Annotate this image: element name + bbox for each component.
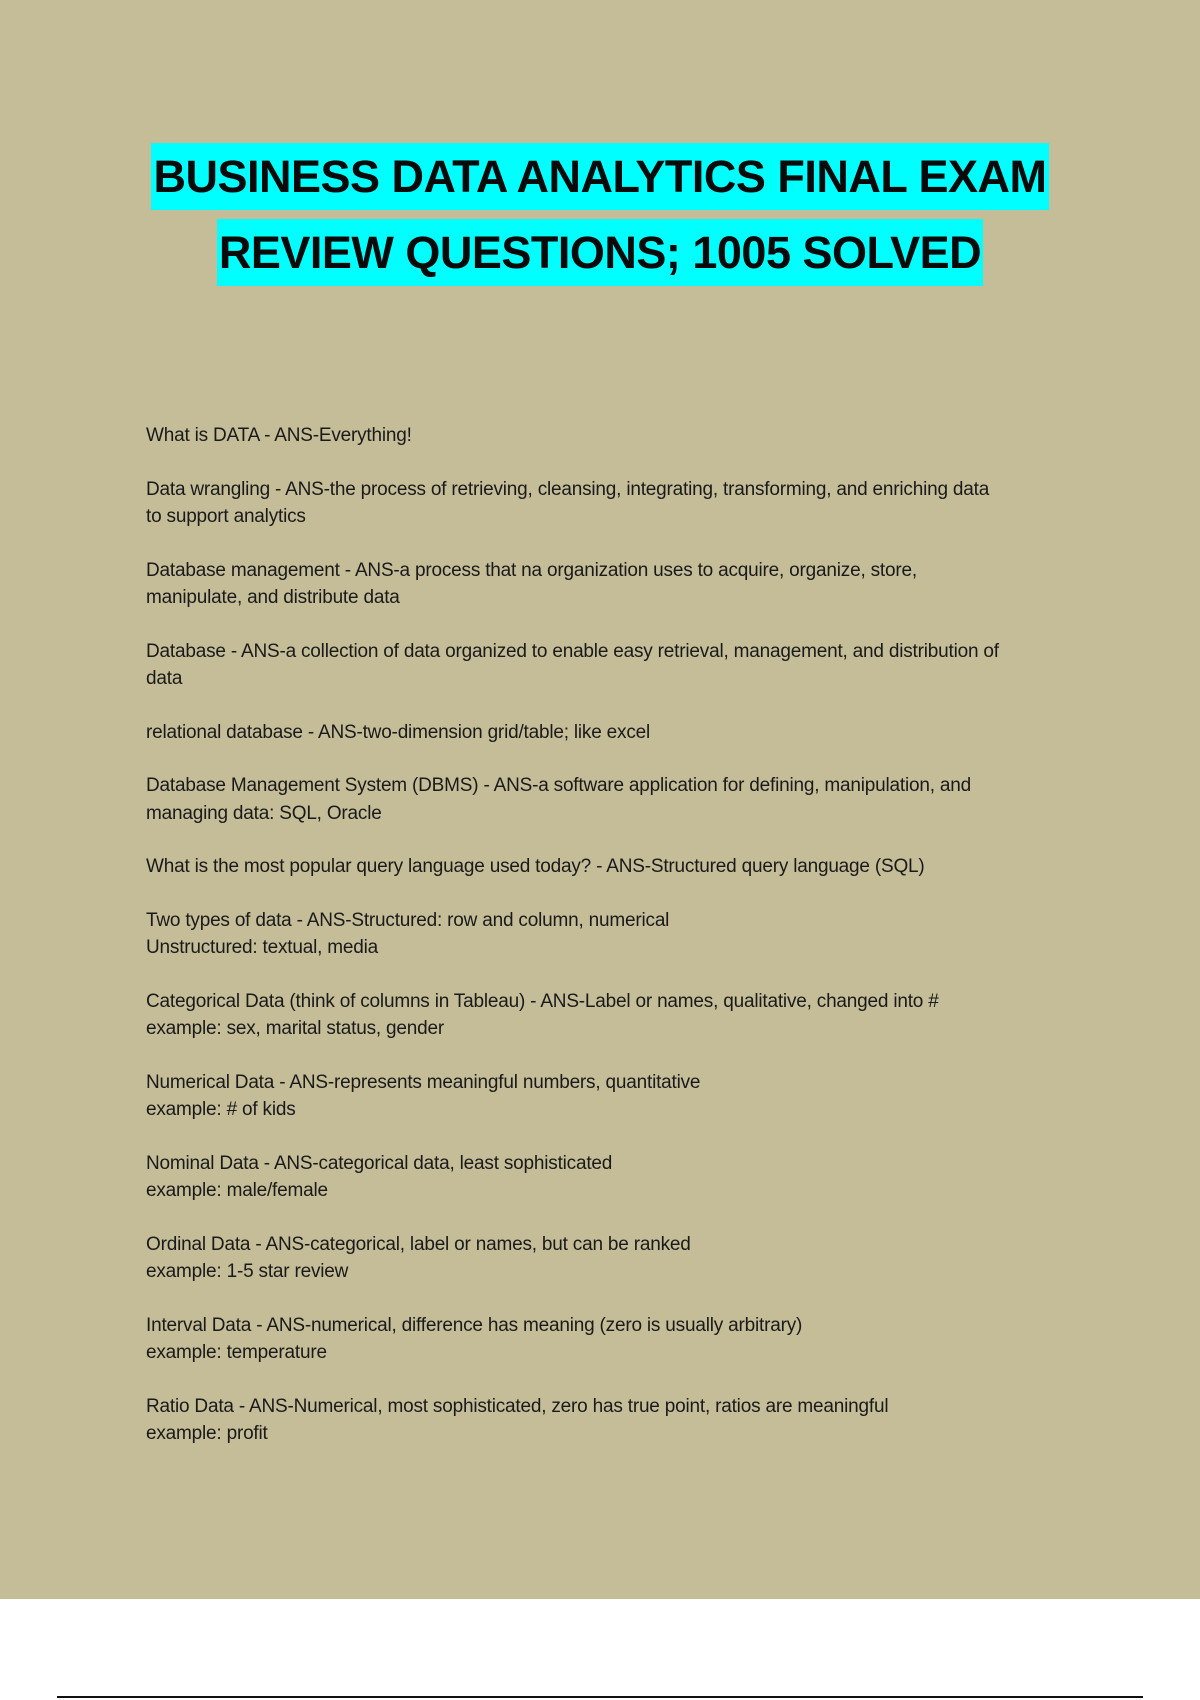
qa-item [146, 422, 1086, 450]
title-line-2: REVIEW QUESTIONS; 1005 SOLVED [217, 219, 983, 286]
qa-line: manipulate, and distribute data [146, 587, 400, 608]
qa-line: Interval Data - ANS-numerical, difference has meaning (zero is usually arbitrary) [146, 1314, 803, 1336]
qa-line: Categorical Data (think of columns in Tableau) - ANS-Label or names, qualitative, changed into # [146, 990, 939, 1012]
qa-line: example: sex, marital status, gender [146, 1018, 444, 1039]
qa-line: Two types of data - ANS-Structured: row and column, numerical [146, 909, 670, 931]
qa-line: example: profit [146, 1423, 268, 1444]
qa-line: example: temperature [146, 1342, 327, 1363]
qa-line: relational database - ANS-two-dimension grid/table; like excel [146, 721, 651, 743]
qa-line: Database management - ANS-a process that na organization uses to acquire, organize, store, [146, 559, 917, 581]
qa-line: managing data: SQL, Oracle [146, 802, 382, 824]
qa-item [146, 557, 1086, 612]
qa-item [146, 1231, 1086, 1286]
qa-item [146, 853, 1086, 881]
qa-line: Database - ANS-a collection of data organized to enable easy retrieval, management, and distribution of [146, 640, 999, 662]
qa-line: Data wrangling - ANS-the process of retrieving, cleansing, integrating, transforming, and enriching data [146, 478, 990, 500]
qa-line: data [146, 668, 183, 689]
qa-line: to support analytics [146, 506, 306, 527]
qa-item [146, 719, 1086, 747]
qa-line: What is the most popular query language used today? - ANS-Structured query language (SQL) [146, 856, 925, 877]
qa-list [146, 422, 1086, 1474]
qa-line: Ordinal Data - ANS-categorical, label or names, but can be ranked [146, 1233, 691, 1255]
qa-item [146, 1069, 1086, 1124]
qa-line: example: male/female [146, 1180, 328, 1201]
qa-item [146, 1393, 1086, 1448]
qa-line: Ratio Data - ANS-Numerical, most sophisticated, zero has true point, ratios are meaningful [146, 1395, 889, 1417]
qa-item [146, 476, 1086, 531]
qa-item [146, 1150, 1086, 1205]
document-title [0, 143, 1200, 295]
qa-item [146, 772, 1086, 827]
qa-line: example: 1-5 star review [146, 1261, 349, 1282]
qa-item [146, 907, 1086, 962]
qa-line: Database Management System (DBMS) - ANS-a software application for defining, manipulation, and [146, 775, 972, 796]
qa-line: Unstructured: textual, media [146, 937, 379, 958]
qa-line: Nominal Data - ANS-categorical data, least sophisticated [146, 1152, 613, 1174]
footer-divider [57, 1696, 1143, 1698]
qa-line: Numerical Data - ANS-represents meaningful numbers, quantitative [146, 1071, 701, 1093]
qa-line: What is DATA - ANS-Everything! [146, 425, 412, 446]
qa-item [146, 988, 1086, 1043]
qa-item [146, 1312, 1086, 1367]
qa-line: example: # of kids [146, 1099, 296, 1120]
qa-item [146, 638, 1086, 693]
title-line-1: BUSINESS DATA ANALYTICS FINAL EXAM [151, 143, 1048, 210]
